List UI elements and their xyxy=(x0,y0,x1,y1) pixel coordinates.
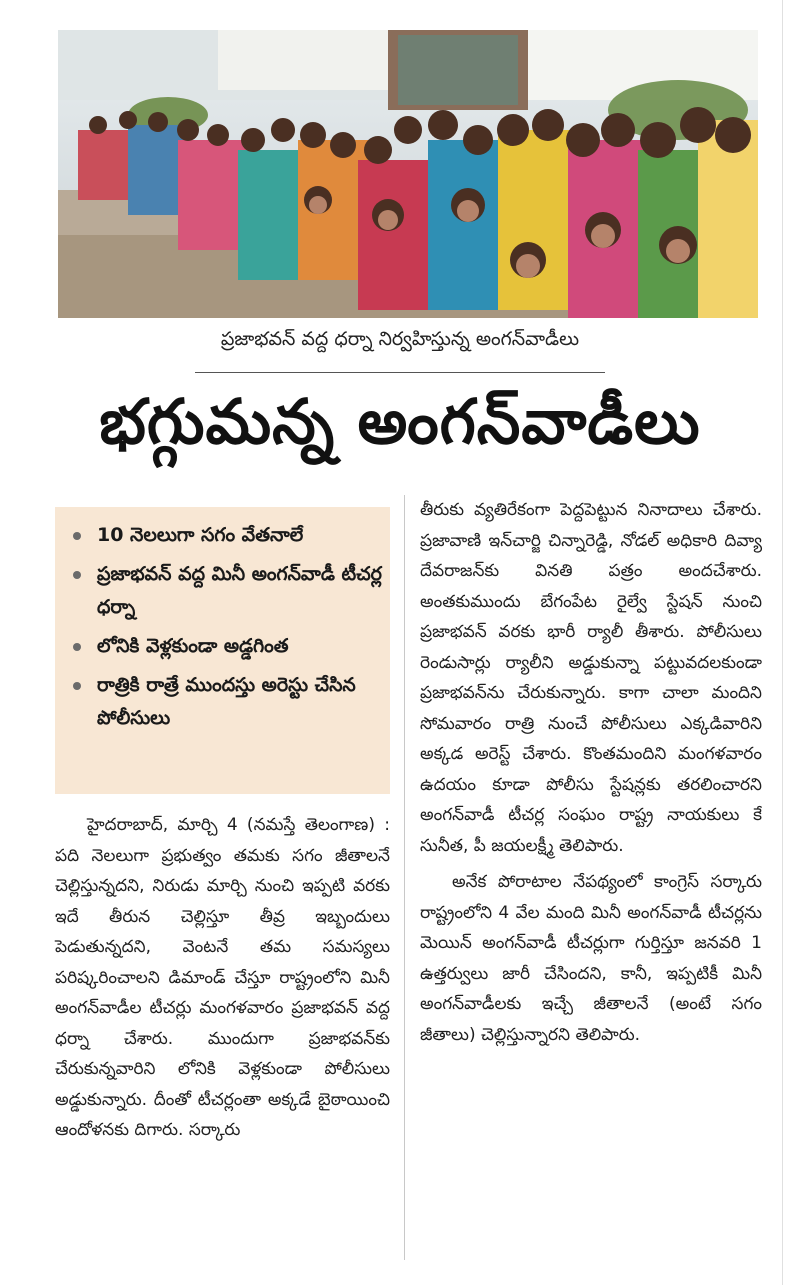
bullet-icon xyxy=(73,571,81,579)
highlight-text: ప్రజాభవన్ వద్ద మినీ అంగన్‌వాడీ టీచర్ల ధర్నా xyxy=(97,563,382,618)
bullet-icon xyxy=(73,682,81,690)
headline: భగ్గుమన్న అంగన్‌వాడీలు xyxy=(99,385,701,458)
caption-divider xyxy=(195,372,605,373)
article-paragraph: అనేక పోరాటాల నేపథ్యంలో కాంగ్రెస్ సర్కారు రాష్ట్రంలోని 4 వేల మంది మినీ అంగన్‌వాడీ టీచర్లను మెయిన్ అంగన్‌వాడీ టీచర్లుగా గుర్తిస్తూ జనవరి 1 ఉత్తర్వులు జారీ చేసిందని, కానీ, ఇప్పటికీ మినీ అంగన్‌వాడీలకు ఇచ్చే జీతాలనే (అంటే సగం జీతాలు) చెల్లిస్తున్నారని తెలిపారు. xyxy=(420,872,762,1045)
article-column-left xyxy=(55,810,390,1146)
highlight-item xyxy=(69,558,382,624)
bullet-icon xyxy=(73,532,81,540)
highlights-list xyxy=(69,519,382,735)
highlight-item xyxy=(69,669,382,735)
highlight-text: 10 నెలలుగా సగం వేతనాలే xyxy=(97,524,304,546)
photo-caption: ప్రజాభవన్ వద్ద ధర్నా నిర్వహిస్తున్న అంగన్‌వాడీలు xyxy=(220,328,580,350)
highlight-text: లోనికి వెళ్లకుండా అడ్డగింత xyxy=(97,635,289,657)
bullet-icon xyxy=(73,643,81,651)
page-edge xyxy=(782,0,783,1285)
protest-photo xyxy=(58,30,758,318)
article-paragraph: హైదరాబాద్, మార్చి 4 (నమస్తే తెలంగాణ) : పది నెలలుగా ప్రభుత్వం తమకు సగం జీతాలనే చెల్లిస్తున్నదని, నిరుడు మార్చి నుంచి ఇప్పటి వరకు ఇదే తీరున చెల్లిస్తూ తీవ్ర ఇబ్బందులు పెడుతున్నదని, వెంటనే తమ సమస్యలు పరిష్కరించాలని డిమాండ్ చేస్తూ రాష్ట్రంలోని మినీ అంగన్‌వాడీల టీచర్లు మంగళవారం ప్రజాభవన్ వద్ద ధర్నా చేశారు. ముందుగా ప్రజాభవన్‌కు చేరుకున్నవారిని లోనికి వెళ్లకుండా పోలీసులు అడ్డుకున్నారు. దీంతో టీచర్లంతా అక్కడే బైఠాయించి ఆందోళనకు దిగారు. సర్కారు xyxy=(55,815,390,1140)
highlight-item xyxy=(69,630,382,663)
protest-crowd-photo-illustration xyxy=(58,30,758,318)
article-paragraph: తీరుకు వ్యతిరేకంగా పెద్దపెట్టున నినాదాలు చేశారు. ప్రజావాణి ఇన్‌చార్జి చిన్నారెడ్డి, నోడల్ అధికారి దివ్యా దేవరాజన్‌కు వినతి పత్రం అందచేశారు. అంతకుముందు బేగంపేట రైల్వే స్టేషన్ నుంచి ప్రజాభవన్ వరకు భారీ ర్యాలీ తీశారు. పోలీసులు రెండుసార్లు ర్యాలీని అడ్డుకున్నా పట్టువదలకుండా ప్రజాభవన్‌ను చేరుకున్నారు. కాగా చాలా మందిని సోమవారం రాత్రి నుంచే పోలీసులు ఎక్కడివారిని అక్కడ అరెస్ట్ చేశారు. కొంతమందిని మంగళవారం ఉదయం కూడా పోలీసు స్టేషన్లకు తరలించారని అంగన్‌వాడీ టీచర్ల సంఘం రాష్ట్ర నాయకులు కే సునీత, పీ జయలక్ష్మీ తెలిపారు. xyxy=(420,500,762,856)
article-column-right xyxy=(420,495,762,1050)
highlights-box xyxy=(55,507,390,794)
highlight-text: రాత్రికి రాత్రే ముందస్తు అరెస్టు చేసిన పోలీసులు xyxy=(97,674,356,729)
highlight-item xyxy=(69,519,382,552)
column-divider xyxy=(404,495,405,1260)
